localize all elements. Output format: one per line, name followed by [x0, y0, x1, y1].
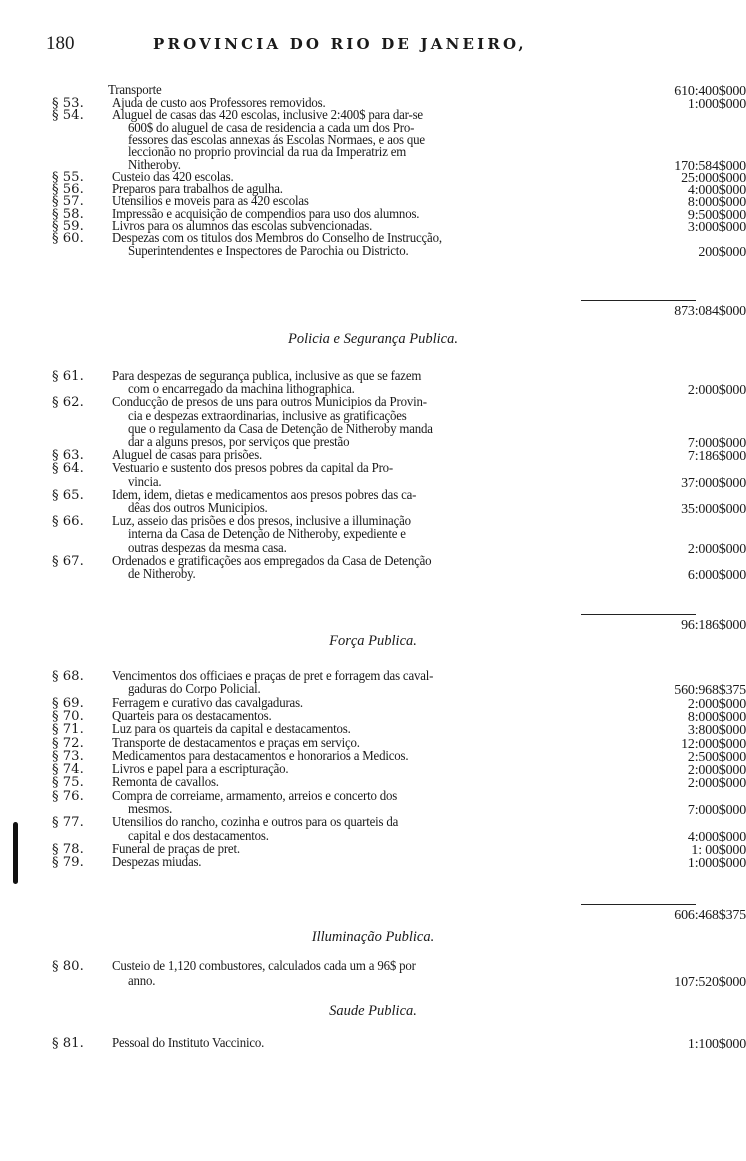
item-text-line: Vestuario e sustento dos presos pobres da capital da Pro-: [112, 461, 394, 477]
item-text-line: Remonta de cavallos.: [112, 775, 219, 791]
item-text-line: Pessoal do Instituto Vaccinico.: [112, 1036, 265, 1051]
item-amount: 35:000$000: [681, 502, 746, 517]
section-number: § 81.: [52, 1036, 84, 1051]
item-amount: 560:968$375: [674, 683, 746, 699]
section-number: § 59.: [52, 219, 84, 234]
item-text-line: interna da Casa de Detenção de Nitheroby, expediente e: [128, 527, 406, 543]
item-amount: 3:800$000: [687, 723, 746, 739]
item-text-line: Para despezas de segurança publica, inclusive as que se fazem: [112, 369, 422, 384]
item-amount: 12:000$000: [681, 736, 746, 752]
item-amount: 25:000$000: [681, 170, 746, 186]
section-number: § 65.: [52, 487, 84, 503]
item-text-line: leccionão no proprio provincial da rua da Imperatriz em: [128, 145, 407, 161]
section-number: § 63.: [52, 448, 84, 464]
section-number: § 53.: [52, 96, 84, 111]
transport-amount: 610:400$000: [674, 84, 746, 99]
item-amount: 200$000: [698, 244, 746, 260]
section-number: § 57.: [52, 194, 84, 210]
item-amount: 2:000$000: [687, 776, 746, 792]
page-number: 180: [46, 33, 75, 54]
item-amount: 8:000$000: [687, 195, 746, 211]
item-text-line: Aluguel de casas das 420 escolas, inclusive 2:400$ para dar-se: [112, 108, 423, 124]
item-text-line: Utensilios do rancho, cozinha e outros para os quarteis da: [112, 815, 399, 831]
item-text-line: Ajuda de custo aos Professores removidos.: [112, 96, 326, 111]
item-amount: 2:000$000: [687, 763, 746, 779]
item-amount: 8:000$000: [687, 709, 746, 725]
page-header: [46, 33, 706, 55]
section-title: Saude Publica.: [329, 1003, 417, 1019]
subtotal-amount: 873:084$000: [674, 304, 746, 319]
item-amount: 4:000$000: [687, 829, 746, 845]
section-number: § 76.: [52, 788, 84, 804]
item-text-line: Ferragem e curativo das cavalgaduras.: [112, 695, 303, 711]
item-amount: 37:000$000: [681, 475, 746, 491]
item-text-line: Despezas com os titulos dos Membros do Conselho de Instrucção,: [112, 231, 442, 247]
section-number: § 60.: [52, 231, 84, 247]
item-text-line: capital e dos destacamentos.: [128, 828, 269, 844]
item-text-line: Livros para os alumnos das escolas subvencionadas.: [112, 219, 373, 234]
section-number: § 80.: [52, 959, 84, 974]
item-text-line: Medicamentos para destacamentos e honorarios a Medicos.: [112, 748, 409, 764]
item-amount: 2:000$000: [687, 383, 746, 399]
section-number: § 67.: [52, 553, 84, 569]
item-text-line: fessores das escolas annexas ás Escolas Normaes, e aos que: [128, 132, 425, 148]
section-number: § 77.: [52, 815, 84, 831]
item-amount: 1: 00$000: [691, 842, 746, 858]
item-text-line: Ordenados e gratificações aos empregados da Casa de Detenção: [112, 553, 432, 569]
item-text-line: mesmos.: [128, 802, 173, 817]
item-text-line: gaduras do Corpo Policial.: [128, 682, 261, 698]
item-text-line: Impressão e acquisição de compendios para uso dos alumnos.: [112, 206, 420, 222]
section-number: § 79.: [52, 855, 84, 871]
item-text-line: com o encarregado da machina lithographica.: [128, 382, 355, 398]
section-number: § 58.: [52, 206, 84, 222]
item-text-line: dar a alguns presos, por serviços que prestão: [128, 435, 350, 450]
section-title: Policia e Segurança Publica.: [288, 331, 458, 347]
item-amount: 4:000$000: [687, 183, 746, 199]
transport-label: Transporte: [108, 83, 162, 98]
section-number: § 74.: [52, 762, 84, 778]
item-text-line: Custeio de 1,120 combustores, calculados cada um a 96$ por: [112, 959, 416, 974]
section-number: § 68.: [52, 669, 84, 684]
section-number: § 70.: [52, 708, 84, 724]
subtotal-rule: [581, 300, 696, 301]
section-title: Illuminação Publica.: [311, 929, 435, 945]
item-amount: 1:000$000: [687, 856, 746, 872]
running-title: PROVINCIA DO RIO DE JANEIRO,: [153, 35, 527, 53]
item-amount: 9:500$000: [687, 207, 746, 223]
subtotal-rule: [581, 614, 696, 615]
item-text-line: Compra de correiame, armamento, arreios e concerto dos: [112, 788, 398, 804]
subtotal-amount: 606:468$375: [674, 908, 746, 923]
item-text-line: Preparos para trabalhos de agulha.: [112, 182, 283, 198]
item-text-line: Quarteis para os destacamentos.: [112, 708, 272, 724]
section-number: § 64.: [52, 461, 84, 477]
item-text-line: Transporte de destacamentos e praças em serviço.: [112, 735, 360, 751]
item-text-line: Conducção de presos de uns para outros Municipios da Provin-: [112, 395, 427, 411]
item-text-line: Nitheroby.: [128, 157, 181, 173]
item-amount: 3:000$000: [687, 220, 746, 235]
section-number: § 62.: [52, 395, 84, 411]
subtotal-rule: [581, 904, 696, 905]
section-number: § 55.: [52, 169, 84, 185]
item-text-line: Despezas miudas.: [112, 855, 202, 871]
item-amount: 170:584$000: [674, 158, 746, 174]
item-text-line: 600$ do aluguel de casa de residencia a cada um dos Pro-: [128, 120, 415, 136]
section-number: § 75.: [52, 775, 84, 791]
item-text-line: Luz, asseio das prisões e dos presos, inclusive a illuminação: [112, 514, 411, 530]
section-number: § 69.: [52, 695, 84, 711]
item-amount: 107:520$000: [674, 975, 746, 990]
item-text-line: Superintendentes e Inspectores de Parochia ou Districto.: [128, 243, 409, 259]
section-number: § 71.: [52, 722, 84, 738]
section-number: § 54.: [52, 108, 84, 124]
item-amount: 1:100$000: [687, 1037, 746, 1052]
item-text-line: cia e despezas extraordinarias, inclusive as gratificações: [128, 408, 407, 424]
item-amount: 1:000$000: [687, 97, 746, 112]
item-amount: 7:000$000: [687, 436, 746, 451]
section-number: § 72.: [52, 735, 84, 751]
section-number: § 66.: [52, 514, 84, 530]
item-text-line: outras despezas da mesma casa.: [128, 540, 287, 556]
section-number: § 56.: [52, 182, 84, 198]
item-text-line: Utensilios e moveis para as 420 escolas: [112, 194, 309, 210]
item-amount: 7:000$000: [687, 803, 746, 818]
item-text-line: dêas dos outros Municipios.: [128, 501, 268, 516]
section-number: § 61.: [52, 369, 84, 384]
item-amount: 6:000$000: [687, 568, 746, 583]
item-text-line: vincia.: [128, 474, 162, 490]
section-number: § 78.: [52, 841, 84, 857]
section-number: § 73.: [52, 748, 84, 764]
item-text-line: Custeio das 420 escolas.: [112, 169, 234, 185]
item-text-line: que o regulamento da Casa de Detenção de Nitheroby manda: [128, 421, 433, 437]
section-title: Força Publica.: [329, 633, 417, 649]
item-amount: 2:500$000: [687, 749, 746, 765]
item-text-line: Funeral de praças de pret.: [112, 841, 240, 857]
margin-ink-mark: [13, 822, 18, 884]
item-amount: 2:000$000: [687, 696, 746, 712]
item-text-line: Luz para os quarteis da capital e destacamentos.: [112, 722, 351, 738]
subtotal-amount: 96:186$000: [681, 618, 746, 633]
item-text-line: Aluguel de casas para prisões.: [112, 448, 263, 464]
item-text-line: Vencimentos dos officiaes e praças de pret e forragem das caval-: [112, 669, 434, 684]
item-text-line: anno.: [128, 974, 156, 989]
item-amount: 2:000$000: [687, 541, 746, 557]
item-text-line: Livros e papel para a escripturação.: [112, 762, 289, 778]
item-text-line: de Nitheroby.: [128, 567, 196, 582]
item-amount: 7:186$000: [687, 449, 746, 465]
item-text-line: Idem, idem, dietas e medicamentos aos presos pobres das ca-: [112, 487, 417, 503]
